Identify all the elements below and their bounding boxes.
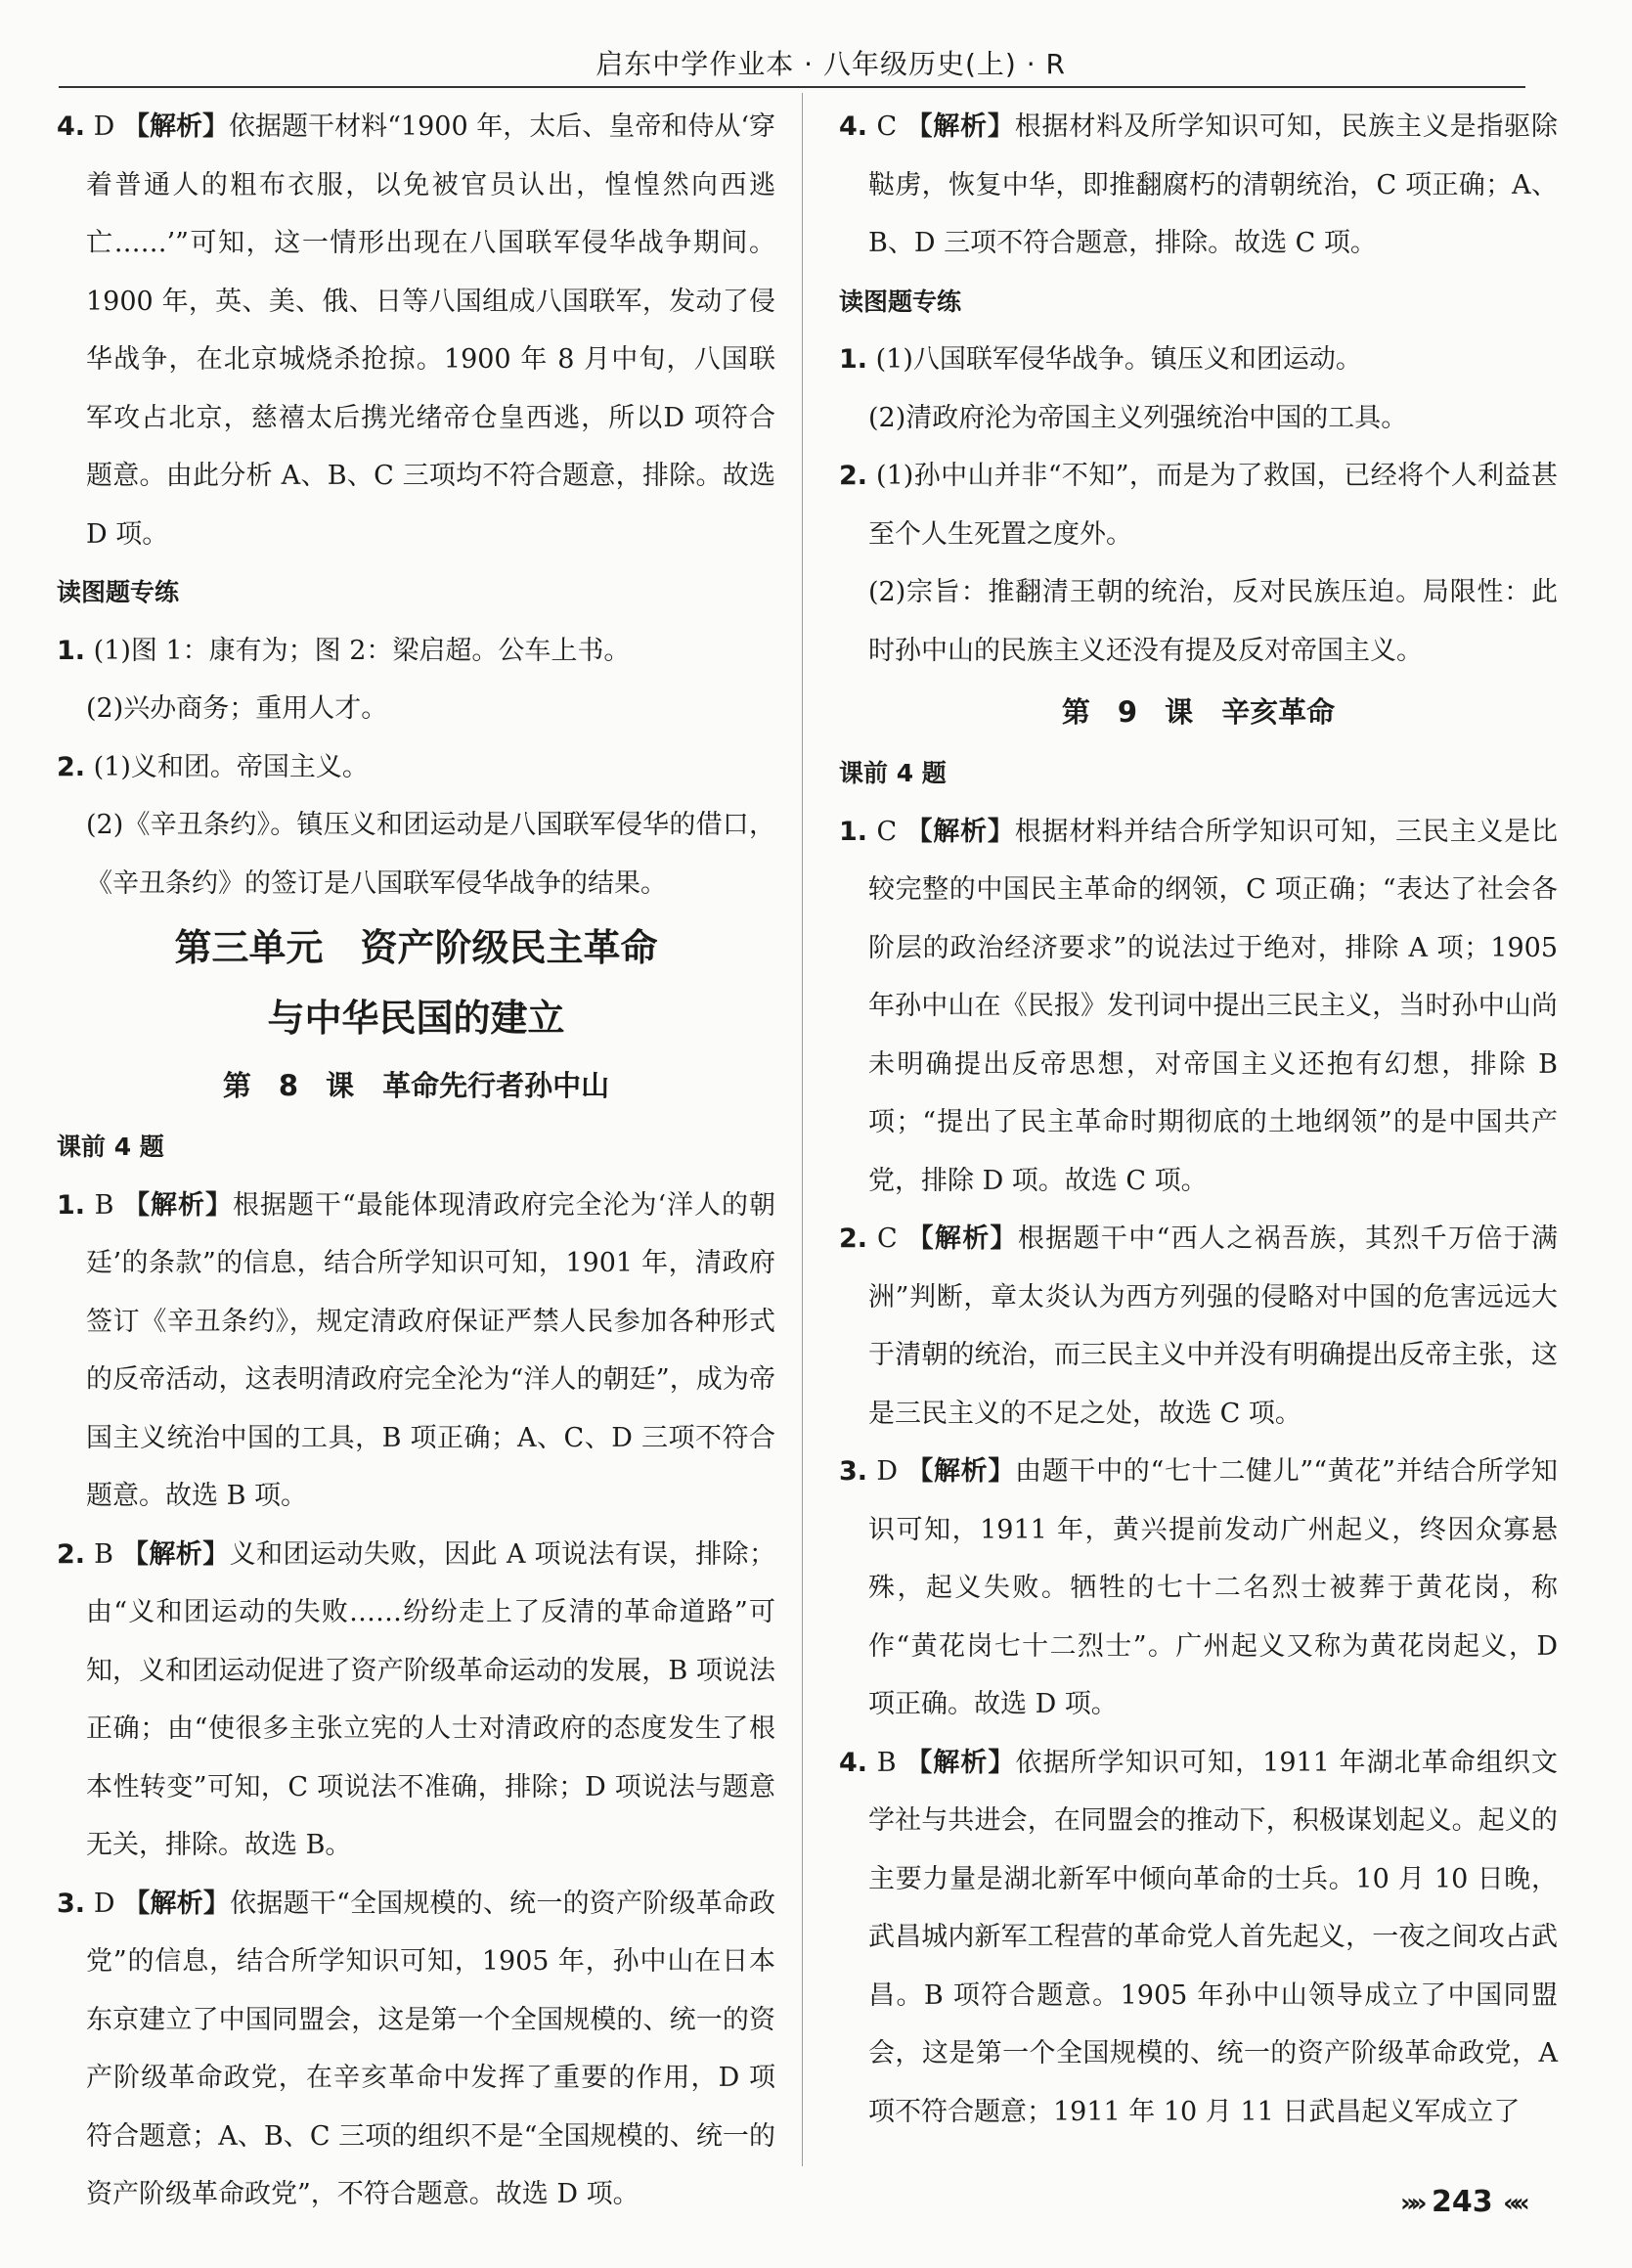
left-column xyxy=(57,98,775,2224)
section-label: 读图题专练 xyxy=(57,578,180,606)
column-divider xyxy=(802,93,803,2166)
answer-item: 4. D 【解析】依据题干材料“1900 年，太后、皇帝和侍从‘穿着普通人的粗布衣服，以免被官员认出，惶惶然向西逃亡……’”可知，这一情形出现在八国联军侵华战争期间。1900 年，英、美、俄、日等八国组成八国联军，发动了侵华战争，在北京城烧杀抢掠。1900 年 8 月中旬，八国联军攻占北京，慈禧太后携光绪帝仓皇西逃，所以D 项符合题意。由此分析 A、B、C 三项均不符合题意，排除。故选 D 项。 xyxy=(57,111,775,550)
unit-title: 第三单元 资产阶级民主革命 xyxy=(174,926,658,969)
answer-item: 4. B 【解析】依据所学知识可知，1911 年湖北革命组织文学社与共进会，在同盟会的推动下，积极谋划起义。起义的主要力量是湖北新军中倾向革命的士兵。10 月 10 日晚，武昌城内新军工程营的革命党人首先起义，一夜之间攻占武昌。B 项符合题意。1905 年孙中山领导成立了中国同盟会，这是第一个全国规模的、统一的资产阶级革命政党，A 项不符合题意；1911 年 10 月 11 日武昌起义军成立了 xyxy=(839,1747,1558,2127)
answer-item: 1. B 【解析】根据题干“最能体现清政府完全沦为‘洋人的朝廷’的条款”的信息，结合所学知识可知，1901 年，清政府签订《辛丑条约》，规定清政府保证严禁人民参加各种形式的反帝活动，这表明清政府完全沦为“洋人的朝廷”，成为帝国主义统治中国的工具，B 项正确；A、C、D 三项不符合题意。故选 B 项。 xyxy=(57,1189,776,1511)
answer-item: 2. C 【解析】根据题干中“西人之祸吾族，其烈千万倍于满洲”判断，章太炎认为西方列强的侵略对中国的危害远远大于清朝的统治，而三民主义中并没有明确提出反帝主张，这是三民主义的不足之处，故选 C 项。 xyxy=(839,1223,1558,1429)
page-number xyxy=(1400,2185,1524,2219)
page-number-value: 243 xyxy=(1432,2185,1493,2219)
lesson-title: 第 9 课 辛亥革命 xyxy=(1061,695,1336,729)
answer-item: 2. B 【解析】义和团运动失败，因此 A 项说法有误，排除；由“义和团运动的失败……纷纷走上了反清的革命道路”可知，义和团运动促进了资产阶级革命运动的发展，B 项说法正确；由“使很多主张立宪的人士对清政府的态度发生了根本性转变”可知，C 项说法不准确，排除；D 项说法与题意无关，排除。故选 B。 xyxy=(57,1538,775,1860)
answer-item: 1. (1)八国联军侵华战争。镇压义和团运动。 xyxy=(839,344,1362,375)
answer-subitem: (2)宗旨：推翻清王朝的统治，反对民族压迫。局限性：此时孙中山的民族主义还没有提及反对帝国主义。 xyxy=(868,577,1558,666)
answer-item: 2. (1)孙中山并非“不知”，而是为了救国，已经将个人利益甚至个人生死置之度外。 xyxy=(839,461,1558,550)
answer-item: 1. (1)图 1：康有为；图 2：梁启超。公车上书。 xyxy=(57,635,631,666)
right-column xyxy=(839,98,1558,2141)
answer-item: 4. C 【解析】根据材料及所学知识可知，民族主义是指驱除鞑虏，恢复中华，即推翻腐朽的清朝统治，C 项正确；A、B、D 三项不符合题意，排除。故选 C 项。 xyxy=(839,111,1558,258)
arrow-left-icon: « xyxy=(1503,2189,1514,2218)
answer-subitem: (2)《辛丑条约》。镇压义和团运动是八国联军侵华的借口，《辛丑条约》的签订是八国联军侵华战争的结果。 xyxy=(86,810,775,899)
unit-title: 与中华民国的建立 xyxy=(267,997,565,1040)
arrow-right-icon: » xyxy=(1410,2189,1422,2218)
answer-item: 2. (1)义和团。帝国主义。 xyxy=(57,751,369,782)
answer-item: 3. D 【解析】依据题干“全国规模的、统一的资产阶级革命政党”的信息，结合所学知识可知，1905 年，孙中山在日本东京建立了中国同盟会，这是第一个全国规模的、统一的资产阶级革命政党，在辛亥革命中发挥了重要的作用，D 项符合题意；A、B、C 三项的组织不是“全国规模的、统一的资产阶级革命政党”，不符合题意。故选 D 项。 xyxy=(57,1888,776,2209)
answer-item: 3. D 【解析】由题干中的“七十二健儿”“黄花”并结合所学知识可知，1911 年，黄兴提前发动广州起义，终因众寡悬殊，起义失败。牺牲的七十二名烈士被葬于黄花岗，称作“黄花岗七十二烈士”。广州起义又称为黄花岗起义，D 项正确。故选 D 项。 xyxy=(839,1456,1559,1719)
section-label: 课前 4 题 xyxy=(57,1133,164,1161)
arrow-right-icon: » xyxy=(1400,2189,1411,2218)
answer-item: 1. C 【解析】根据材料并结合所学知识可知，三民主义是比较完整的中国民主革命的纲领，C 项正确；“表达了社会各阶层的政治经济要求”的说法过于绝对，排除 A 项；1905 年孙中山在《民报》发刊词中提出三民主义，当时孙中山尚未明确提出反帝思想，对帝国主义还抱有幻想，排除 B 项；“提出了民主革命时期彻底的土地纲领”的是中国共产党，排除 D 项。故选 C 项。 xyxy=(839,816,1558,1196)
page-header xyxy=(59,35,1525,88)
arrow-left-icon: « xyxy=(1513,2189,1524,2218)
lesson-title: 第 8 课 革命先行者孙中山 xyxy=(222,1069,610,1102)
answer-subitem: (2)兴办商务；重用人才。 xyxy=(86,693,388,724)
section-label: 读图题专练 xyxy=(839,287,962,316)
section-label: 课前 4 题 xyxy=(839,759,947,787)
answer-subitem: (2)清政府沦为帝国主义列强统治中国的工具。 xyxy=(868,402,1408,433)
header-title: 启东中学作业本 · 八年级历史(上) · R xyxy=(595,48,1066,80)
